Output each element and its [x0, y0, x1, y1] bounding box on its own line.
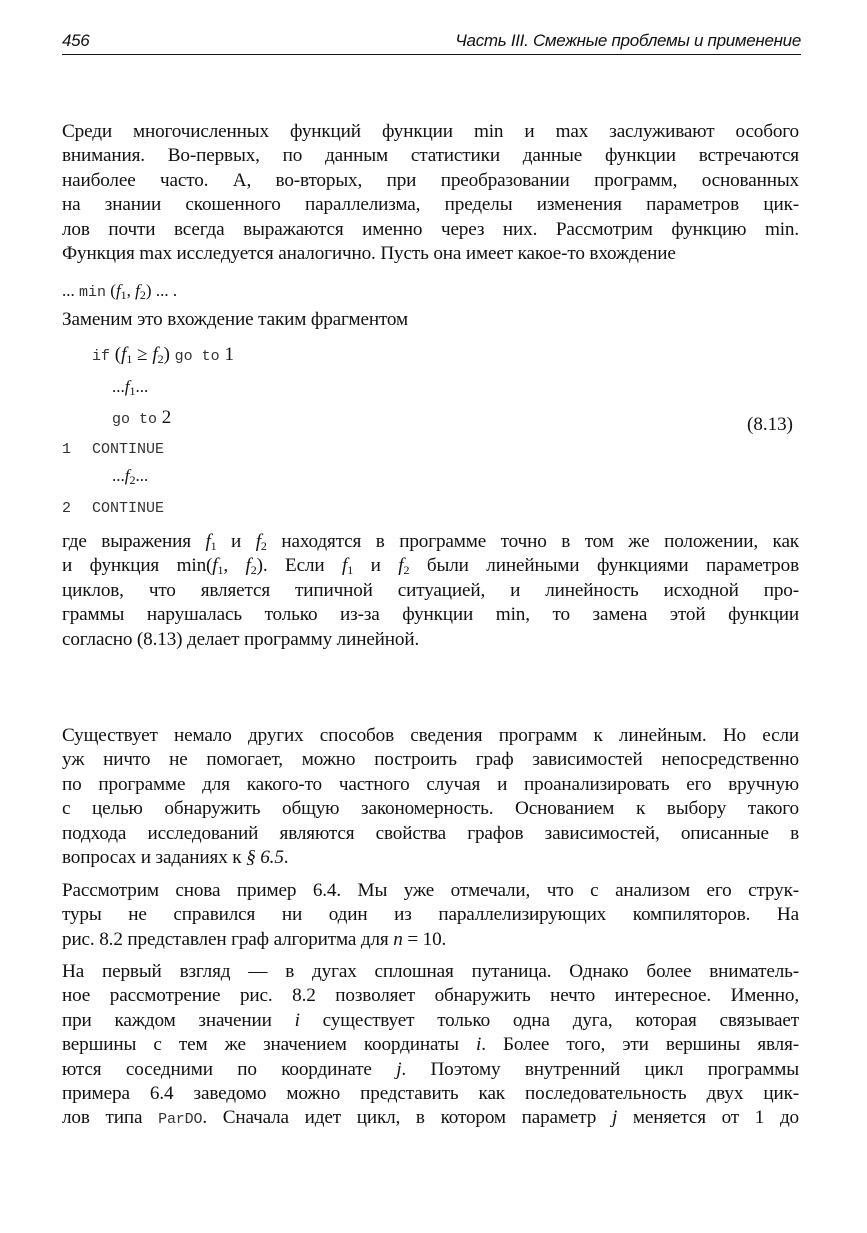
ellipsis: ... [135, 466, 149, 485]
text-line [62, 554, 799, 578]
subscript: 1 [126, 352, 133, 366]
paragraph-intro [62, 120, 799, 266]
text-line: внимания. Во-первых, по данным статистики данные функции встречаются [62, 145, 799, 167]
code-line-continue1 [62, 437, 164, 459]
text: рис. 8.2 представлен граф алгоритма для [62, 928, 394, 950]
text-line [62, 1009, 799, 1033]
text: . [283, 847, 289, 869]
var-i: i [294, 1009, 300, 1031]
text-line: наиболее часто. А, во-вторых, при преобразовании программ, основанных [62, 169, 799, 191]
subscript: 2 [129, 473, 136, 487]
var-j: j [396, 1058, 402, 1080]
subscript: 2 [260, 539, 267, 553]
text-line: Функция max исследуется аналогично. Пусть она имеет какое-то вхождение [62, 243, 676, 265]
code-line-if [92, 344, 234, 366]
ellipsis: ... [135, 377, 149, 396]
occurrence-formula [62, 281, 177, 301]
var-f: f [152, 344, 158, 365]
text: лов типа [62, 1107, 159, 1129]
ellipsis: ... . [151, 281, 178, 300]
text: где выражения [62, 531, 206, 552]
subscript: 2 [250, 563, 257, 578]
var-f: f [135, 281, 140, 300]
text: и [216, 531, 256, 552]
text: . Сначала идет цикл, в котором параметр [202, 1107, 612, 1129]
text: при каждом значении [62, 1009, 295, 1031]
page-number: 456 [62, 31, 90, 50]
ellipsis: ... [112, 377, 125, 396]
text-line: Среди многочисленных функций функции min и max заслуживают особого [62, 121, 799, 142]
paragraph-analysis [62, 960, 799, 1133]
subscript: 1 [217, 563, 224, 578]
text: существует только одна дуга, которая связывает [299, 1009, 799, 1031]
text: . Поэтому внутренний цикл программы [401, 1058, 799, 1080]
text-line [62, 846, 799, 870]
keyword-goto: go to [112, 411, 158, 428]
text: ). Если [256, 555, 343, 577]
subscript: 2 [157, 352, 164, 366]
var-f: f [398, 555, 404, 577]
var-f: f [124, 466, 130, 485]
paren: ) [163, 344, 170, 365]
subscript: 1 [210, 539, 217, 553]
text-line [62, 1106, 799, 1132]
text-line [62, 928, 799, 952]
equation-number: (8.13) [747, 414, 793, 435]
ellipsis: ... [112, 466, 125, 485]
paren: ( [114, 344, 122, 365]
running-title: Часть III. Смежные проблемы и применение [455, 31, 801, 50]
text: вершины с тем же значением координаты [62, 1034, 476, 1056]
keyword-continue: CONTINUE [92, 441, 165, 458]
text: меняется от 1 до [617, 1107, 800, 1129]
paragraph-explanation [62, 530, 799, 652]
ge-sign: ≥ [132, 344, 153, 365]
text-line: ное рассмотрение рис. 8.2 позволяет обнаружить нечто интересное. Именно, [62, 985, 799, 1007]
code-line-f1 [112, 377, 148, 397]
section-reference: § 6.5 [246, 847, 284, 869]
paren: ( [110, 281, 116, 300]
text-line [62, 1033, 799, 1057]
var-n: n [393, 928, 403, 950]
ellipsis: ... [62, 281, 75, 300]
text: и [353, 555, 399, 577]
text-line [62, 1058, 799, 1082]
var-f: f [255, 531, 261, 552]
subscript: 2 [403, 563, 410, 578]
running-header [62, 30, 801, 55]
text: и функция min( [62, 555, 213, 577]
keyword-if: if [92, 348, 111, 365]
subscript: 2 [139, 288, 146, 302]
var-f: f [121, 344, 127, 365]
var-f: f [342, 555, 348, 577]
text-line: на знании скошенного параллелизма, пределы изменения параметров цик- [62, 194, 799, 216]
label: 2 [62, 500, 72, 517]
text-line: подхода исследований являются свойства графов зависимостей, описанные в [62, 822, 799, 844]
var-i: i [476, 1034, 482, 1056]
text-line: по программе для какого-то частного случая и проанализировать его вручную [62, 773, 799, 795]
paren: ) [145, 281, 152, 300]
text-line: Заменим это вхождение таким фрагментом [62, 309, 408, 330]
text-line: граммы нарушалась только из-за функции min, то замена этой функции [62, 604, 799, 626]
text-line: согласно (8.13) делает программу линейной. [62, 628, 420, 650]
subscript: 1 [120, 288, 127, 302]
text: , [223, 555, 246, 577]
label-ref: 2 [161, 407, 172, 428]
code-line-f2 [112, 466, 148, 486]
comma: , [126, 281, 136, 300]
text: находятся в программе точно в том же положении, как [266, 531, 799, 552]
text-line: лов почти всегда выражаются именно через них. Рассмотрим функцию min. [62, 218, 799, 240]
subscript: 1 [347, 563, 354, 578]
subscript: 1 [129, 384, 136, 398]
code-line-continue2 [62, 496, 164, 518]
text-line: примера 6.4 заведомо можно представить как последовательность двух цик- [62, 1083, 799, 1105]
var-f: f [205, 531, 211, 552]
replace-sentence [62, 308, 799, 332]
text-line: с целью обнаружить общую закономерность. Основанием к выбору такого [62, 798, 799, 820]
keyword-continue: CONTINUE [92, 500, 165, 517]
text-line: Рассмотрим снова пример 6.4. Мы уже отмечали, что с анализом его струк- [62, 880, 799, 901]
code-pardo: ParDO [158, 1111, 203, 1129]
var-j: j [611, 1107, 618, 1129]
code-min: min [79, 284, 107, 301]
text-line: На первый взгляд — в дугах сплошная путаница. Однако более вниматель- [62, 961, 799, 982]
paragraph-example [62, 879, 799, 952]
text-line: Существует немало других способов сведения программ к линейным. Но если [62, 725, 799, 746]
paragraph-other-methods [62, 724, 799, 870]
text-line: циклов, что является типичной ситуацией, и линейность исходной про- [62, 579, 799, 601]
var-f: f [115, 281, 121, 300]
text-line: уж ничто не помогает, можно построить граф зависимостей непосредственно [62, 749, 799, 771]
keyword-goto: go to [174, 348, 220, 365]
var-f: f [245, 555, 251, 577]
text: ются соседними по координате [62, 1058, 397, 1080]
text: = 10. [402, 928, 447, 950]
code-line-goto2 [112, 407, 171, 429]
text: были линейными функциями параметров [409, 555, 799, 577]
var-f: f [212, 555, 218, 577]
var-f: f [124, 377, 130, 396]
label: 1 [62, 441, 72, 458]
text-line [62, 530, 799, 554]
label-ref: 1 [224, 344, 234, 365]
text: вопросах и заданиях к [62, 847, 247, 869]
text: . Более того, эти вершины явля- [481, 1034, 799, 1056]
text-line: туры не справился ни один из параллелизирующих компиляторов. На [62, 904, 799, 926]
